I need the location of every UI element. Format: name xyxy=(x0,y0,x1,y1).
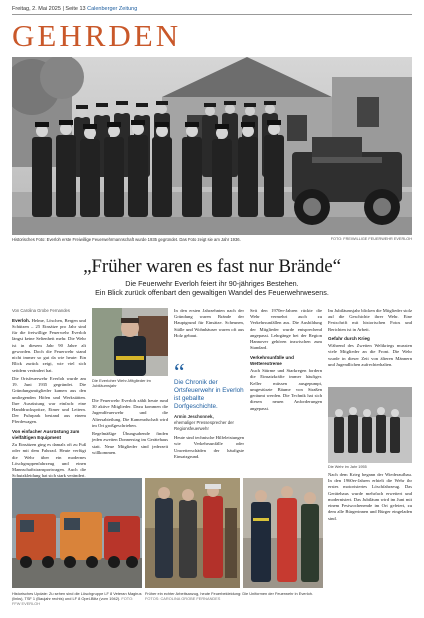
main-photo-caption xyxy=(12,237,412,242)
main-caption-text: Historisches Foto: Everloh erste Freiwillige Feuerwehrmannschaft wurde 1935 gegründet. Das Foto zeigt sie am Jahr 1936. xyxy=(12,237,241,242)
pull-quote xyxy=(174,360,244,462)
header-rule xyxy=(12,14,412,15)
paragraph-text: Helme, Löschen, Bergen und Schützen – 25 Einsätze pro Jahr sind für die freiwillige Feuerwehr Everloh längst keine Seltenheit mehr. Die Wehr ist in diesem Jahr 90 Jahre alt geworden. Doch die Feuerwehr stand nicht immer so gut da wie heute: Ein Blick zurück zeigt, wie viel sich seitdem verändert hat. xyxy=(12,317,86,373)
quote-mark-icon: “ xyxy=(174,360,185,386)
paragraph: In den ersten Jahrzehnten nach der Gründung waren Brände der Hauptgrund für Einsätze. Scheunen, Ställe und Wohnhäuser waren oft aus Holz gebaut. xyxy=(174,308,244,338)
dateline-location: Everloh. xyxy=(12,317,31,323)
quote-role: ehemaliger Pressesprecher der Regionsfeuerwehr xyxy=(174,420,234,431)
paragraph: Auch Stürme und Starkregen fordern die Einsatzkräfte immer häufiger. Keller müssen ausgepumpt, umgestürzte Bäume von Straßen geräumt werden. Die Technik hat sich diesen neuen Anforderungen angepasst. xyxy=(250,368,322,411)
portrait-caption: Die Everloher Wehr-Mitglieder im Jubiläumsjahr xyxy=(92,378,151,389)
subline-line-2: Ein Blick zurück offenbart den gewaltigen Wandel des Feuerwehrwesens. xyxy=(95,288,329,298)
vehicles-caption-text: Historisches Update: Zu sehen sind die Löschgruppe LF 8 Veteran Magirus (links), TSF 1 (Baujahr rechts) und LF 8 Opel-Blitz (vorn 1942). xyxy=(12,591,142,602)
article-column-mid xyxy=(92,398,168,458)
subline-line-1: Die Feuerwehr Everloh feiert ihr 90-jähriges Bestehen. xyxy=(125,279,299,288)
article-column-3 xyxy=(250,308,322,414)
quote-source xyxy=(174,414,244,431)
date-line xyxy=(12,6,137,12)
paragraph: Seit den 1970er-Jahren rückte die Wehr vermehrt auch zu Verkehrsunfällen aus. Die Ausbildung der Mitglieder wurde entsprechend angepasst. Lehrgänge bei der Region Hannover gehören inzwischen zum Standard. xyxy=(250,308,322,351)
paragraph: Nach dem Krieg begann der Wiederaufbau. In den 1960er-Jahren erhielt die Wehr ihr erstes motorisiertes Löschfahrzeug. Das Gerätehaus wurde mehrfach erweitert und modernisiert. Das Jubiläum wird im Juni mit einem Festwochenende im Ort gefeiert, zu dem alle Bürgerinnen und Bürger eingeladen sind. xyxy=(328,472,412,521)
article-column-2 xyxy=(174,308,244,341)
uniforms-photo-2 xyxy=(243,478,323,588)
portrait-photo xyxy=(92,308,168,376)
quote-name: Armin Jeschonnek, xyxy=(174,414,214,420)
paper-name: Calenberger Zeitung xyxy=(87,6,138,12)
headline: „Früher waren es fast nur Brände“ xyxy=(83,256,341,277)
subline xyxy=(12,279,412,298)
vehicles-credit: FOTO: FFW EVERLOH xyxy=(12,596,134,607)
paragraph: Während des Zweiten Weltkriegs mussten viele Mitglieder an die Front. Die Wehr wurde in dieser Zeit von älteren Männern und Jugendlichen aufrechterhalten. xyxy=(328,343,412,367)
article-column-2b xyxy=(174,435,244,460)
article-column-1 xyxy=(12,308,86,482)
vehicles-photo xyxy=(12,478,142,588)
small-photo-caption: Die Wehr im Jahr 1955 xyxy=(328,465,367,469)
article-column-4 xyxy=(328,308,412,370)
subheading: Gefahr durch Krieg xyxy=(328,335,370,341)
historic-photo-small xyxy=(328,387,412,463)
date-text: Freitag, 2. Mai 2025 | Seite 13 xyxy=(12,6,86,12)
subheading: Von einfacher Ausrüstung zum vielfältigen Equipment xyxy=(12,428,80,440)
paragraph: Zu Einsätzen ging es damals oft zu Fuß oder mit dem Fahrrad. Heute verfügt die Wehr über ein modernes Löschgruppenfahrzeug und einen Mannschaftstransportwagen. Auch die Schutzkleidung hat sich stark verändert. xyxy=(12,442,86,479)
paragraph: Die Feuerwehr Everloh zählt heute rund 30 aktive Mitglieder. Dazu kommen die Jugendfeuerwehr und die Altersabteilung. Die Kameradschaft wird im Ort großgeschrieben. xyxy=(92,398,168,428)
byline: Von Carolina Grobe Fernandes xyxy=(12,308,70,313)
subheading: Verkehrsunfälle und Wetterextreme xyxy=(250,354,294,366)
paragraph: Heute sind technische Hilfeleistungen wie Verkehrsunfälle oder Unwetterschäden der häufigste Einsatzgrund. xyxy=(174,435,244,459)
quote-text: Die Chronik der Ortsfeuerwehr in Everloh ist geballte Dorfgeschichte. xyxy=(174,379,244,410)
paragraph: Regelmäßige Übungsabende finden jeden zweiten Donnerstag im Gerätehaus statt. Neue Mitglieder sind jederzeit willkommen. xyxy=(92,431,168,455)
historic-group-photo xyxy=(12,57,412,235)
ressort-title: GEHRDEN xyxy=(12,18,182,53)
uniforms-photo-1 xyxy=(145,478,240,588)
uniforms-caption-text: Früher ein echter Arbeitsanzug, heute Feuerbekleidung: Die Uniformen der Feuerwehr in Everloh. xyxy=(145,591,314,596)
paragraph xyxy=(12,318,86,374)
vehicles-caption xyxy=(12,591,142,606)
uniforms-credit: FOTOS: CAROLINA GROBE FERNANDES xyxy=(145,596,221,602)
article-column-4b xyxy=(328,472,412,524)
paragraph: Im Jubiläumsjahr blicken die Mitglieder stolz auf die Geschichte ihrer Wehr. Eine Festschrift mit historischen Fotos und Berichten ist in Arbeit. xyxy=(328,308,412,332)
uniforms-caption xyxy=(145,591,323,601)
paragraph: Die Ortsfeuerwehr Everloh wurde am 19. Juni 1935 gegründet. Die Gründungsmitglieder kamen aus den umliegenden Höfen und Werkstätten. Ihre Ausrüstung war einfach: eine Handdruckspritze, Eimer und Leitern. Der Fuhrpark bestand aus einem Pferdewagen. xyxy=(12,375,86,425)
main-photo-credit: FOTO: FREIWILLIGE FEUERWEHR EVERLOH xyxy=(330,237,412,241)
